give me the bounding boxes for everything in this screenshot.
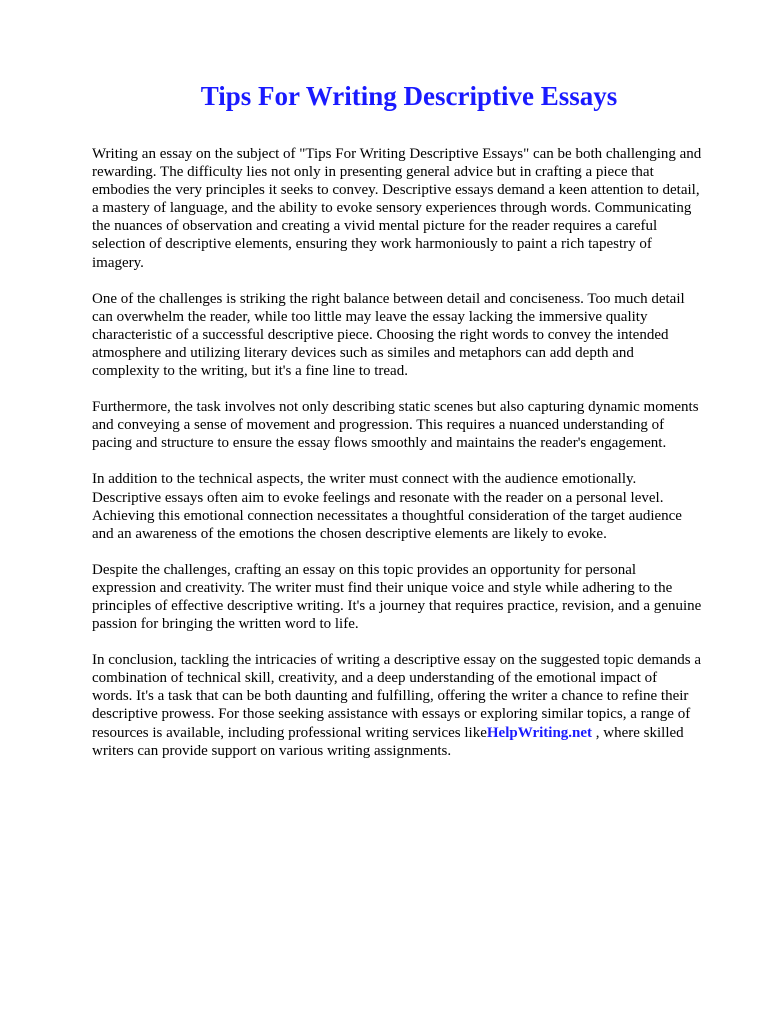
document-title: Tips For Writing Descriptive Essays	[200, 81, 618, 111]
paragraph-line: can overwhelm the reader, while too little may leave the essay lacking the immersive quality	[92, 308, 648, 325]
paragraph-line: characteristic of a successful descriptive piece. Choosing the right words to convey the intended	[92, 326, 669, 343]
paragraph-line: writers can provide support on various writing assignments.	[92, 742, 452, 759]
paragraph-line: expression and creativity. The writer must find their unique voice and style while adhering to the	[92, 579, 673, 596]
paragraph-line: Descriptive essays often aim to evoke feelings and resonate with the reader on a personal level.	[92, 489, 664, 506]
paragraph-line: principles of effective descriptive writing. It's a journey that requires practice, revision, and a genuine	[92, 597, 702, 614]
paragraph-line: atmosphere and utilizing literary devices such as similes and metaphors can add depth and	[92, 344, 634, 361]
paragraph-5	[92, 561, 732, 633]
paragraph-line: Despite the challenges, crafting an essay on this topic provides an opportunity for personal	[92, 561, 637, 578]
paragraph-line: pacing and structure to ensure the essay flows smoothly and maintains the reader's engagement.	[92, 435, 667, 452]
paragraph-line: a mastery of language, and the ability to evoke sensory experiences through words. Communicating	[92, 200, 692, 217]
paragraph-line: and conveying a sense of movement and progression. This requires a nuanced understanding of	[92, 417, 665, 434]
paragraph-4	[92, 470, 732, 542]
paragraph-line: Achieving this emotional connection necessitates a thoughtful consideration of the target audience	[92, 507, 682, 524]
paragraph-line: Writing an essay on the subject of "Tips For Writing Descriptive Essays" can be both challenging and	[92, 146, 702, 162]
document-body	[92, 145, 732, 778]
paragraph-2	[92, 290, 732, 380]
paragraph-line: rewarding. The difficulty lies not only in presenting general advice but in crafting a piece that	[92, 164, 654, 181]
helpwriting-link[interactable]: HelpWriting.net	[486, 724, 593, 741]
paragraph-line: selection of descriptive elements, ensuring they work harmoniously to paint a rich tapestry of	[92, 236, 652, 253]
paragraph-3	[92, 398, 732, 452]
paragraph-line: combination of technical skill, creativity, and a deep understanding of the emotional impact of	[92, 670, 658, 687]
paragraph-1	[92, 145, 732, 272]
link-line-after: , where skilled	[592, 724, 684, 741]
paragraph-line-with-link	[92, 724, 732, 742]
paragraph-line: In conclusion, tackling the intricacies of writing a descriptive essay on the suggested topic demands a	[92, 652, 701, 669]
paragraph-line: descriptive prowess. For those seeking assistance with essays or exploring similar topics, a range of	[92, 706, 691, 723]
link-line-before: resources is available, including professional writing services like	[92, 724, 487, 741]
paragraph-line: and an awareness of the emotions the chosen descriptive elements are likely to evoke.	[92, 525, 607, 542]
paragraph-line: imagery.	[92, 254, 144, 271]
paragraph-line: words. It's a task that can be both daunting and fulfilling, offering the writer a chance to refine their	[92, 688, 689, 705]
paragraph-line: One of the challenges is striking the right balance between detail and conciseness. Too much detail	[92, 290, 685, 307]
paragraph-line: In addition to the technical aspects, the writer must connect with the audience emotionally.	[92, 471, 637, 488]
paragraph-line: embodies the very principles it seeks to convey. Descriptive essays demand a keen attention to detail,	[92, 182, 700, 199]
paragraph-line: passion for bringing the written word to life.	[92, 616, 359, 633]
paragraph-line: Furthermore, the task involves not only describing static scenes but also capturing dynamic moments	[92, 399, 699, 416]
paragraph-line: the nuances of observation and creating a vivid mental picture for the reader requires a careful	[92, 218, 658, 235]
paragraph-line: complexity to the writing, but it's a fine line to tread.	[92, 363, 408, 380]
paragraph-6	[92, 651, 732, 760]
